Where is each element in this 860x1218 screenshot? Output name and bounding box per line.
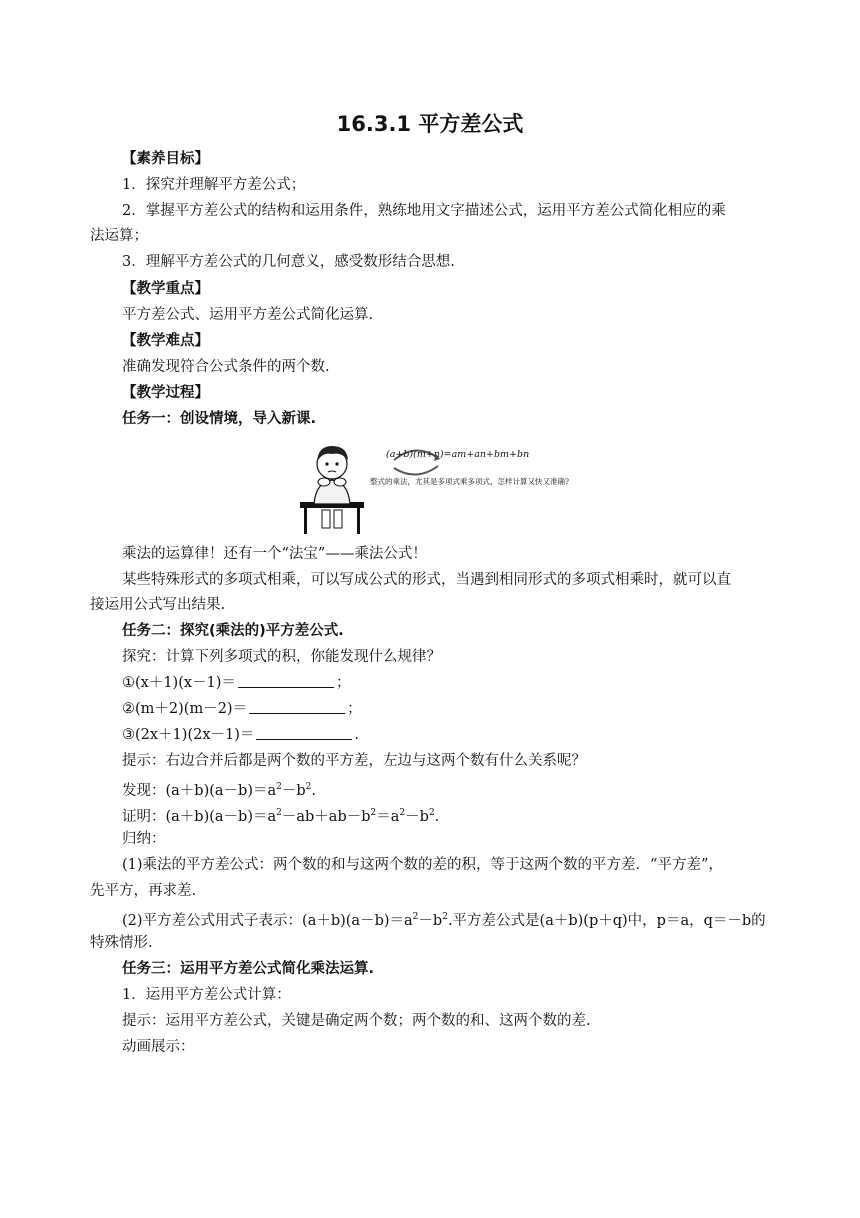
task2-heading: 任务二：探究(乘法的)平方差公式. [122,623,344,639]
summary-label: 归纳： [122,831,166,847]
task3-item-1: 1．运用平方差公式计算： [122,987,291,1003]
exercise-1 [122,674,350,692]
summary-2-part: (2)平方差公式用式子表示：(a＋b)(a－b)＝a [122,913,413,929]
goals-heading: 【素养目标】 [122,151,209,167]
proof-part: 证明：(a＋b)(a－b)＝a [122,809,277,825]
proof-part: －ab＋ab－b [281,809,371,825]
illustration-formula: (a+b)(m+n)=am+an+bm+bn [386,449,530,460]
explore-text: 探究：计算下列多项式的积，你能发现什么规律？ [122,649,441,665]
key-text: 平方差公式、运用平方差公式简化运算. [122,307,374,323]
task3-hint: 提示：运用平方差公式，关键是确定两个数；两个数的和、这两个数的差. [122,1013,591,1029]
proof-part: －b [405,809,429,825]
difficulty-text: 准确发现符合公式条件的两个数. [122,359,330,375]
summary-2-part: －b [418,913,443,929]
superscript: 2 [399,808,406,818]
paragraph-1: 乘法的运算律！还有一个“法宝”——乘法公式！ [122,546,427,562]
superscript: 2 [276,782,282,792]
proof-part: . [434,809,440,825]
discover-part: . [311,783,317,799]
exercise-2 [122,700,362,718]
task1-heading: 任务一：创设情境，导入新课. [122,411,317,427]
key-heading: 【教学重点】 [122,281,209,297]
proof-part: ＝a [376,809,400,825]
answer-blank-2[interactable] [249,701,345,714]
superscript: 2 [412,912,419,922]
answer-blank-1[interactable] [238,675,334,688]
summary-2 [122,908,766,930]
exercise-2-end: ； [347,701,362,717]
superscript: 2 [370,808,377,818]
proof-line [122,804,439,826]
superscript: 2 [442,912,448,922]
goal-2: 2．掌握平方差公式的结构和运用条件，熟练地用文字描述公式，运用平方差公式简化相应的乘 [122,203,726,219]
discover-part: －b [281,783,306,799]
discover-line [122,778,316,800]
task3-heading: 任务三：运用平方差公式简化乘法运算. [122,961,375,977]
exercise-3-end: . [354,727,359,743]
illustration-caption: 整式的乘法，尤其是多项式乘多项式，怎样计算又快又准确? [370,477,570,486]
exercise-1-end: ； [335,675,351,691]
exercise-2-expr: ②(m＋2)(m－2)＝ [122,701,248,717]
paragraph-2: 某些特殊形式的多项式相乘，可以写成公式的形式，当遇到相同形式的多项式相乘时，就可以直 [122,572,731,588]
hint-text: 提示：右边合并后都是两个数的平方差，左边与这两个数有什么关系呢？ [122,753,586,769]
difficulty-heading: 【教学难点】 [122,333,209,349]
goal-2-cont: 法运算； [90,228,148,244]
summary-1: (1)乘法的平方差公式：两个数的和与这两个数的差的积，等于这两个数的平方差．“平方差”， [122,857,723,873]
answer-blank-3[interactable] [256,727,352,740]
goal-1: 1．探究并理解平方差公式； [122,177,306,193]
summary-2-part: .平方差公式是(a＋b)(p＋q)中，p＝a，q＝－b的 [447,913,766,929]
summary-2-cont: 特殊情形. [90,935,153,951]
exercise-3-expr: ③(2x＋1)(2x－1)＝ [122,727,255,743]
page-title: 16.3.1 平方差公式 [336,112,524,136]
exercise-1-expr: ①(x＋1)(x－1)＝ [122,675,236,691]
exercise-3 [122,726,359,744]
paragraph-2-cont: 接运用公式写出结果. [90,597,226,613]
discover-part: 发现：(a＋b)(a－b)＝a [122,783,277,799]
summary-1-cont: 先平方，再求差. [90,883,197,899]
goal-3: 3．理解平方差公式的几何意义，感受数形结合思想. [122,254,455,270]
superscript: 2 [276,808,282,818]
superscript: 2 [305,782,312,792]
superscript: 2 [428,808,435,818]
process-heading: 【教学过程】 [122,385,209,401]
task3-animation: 动画展示： [122,1039,195,1055]
